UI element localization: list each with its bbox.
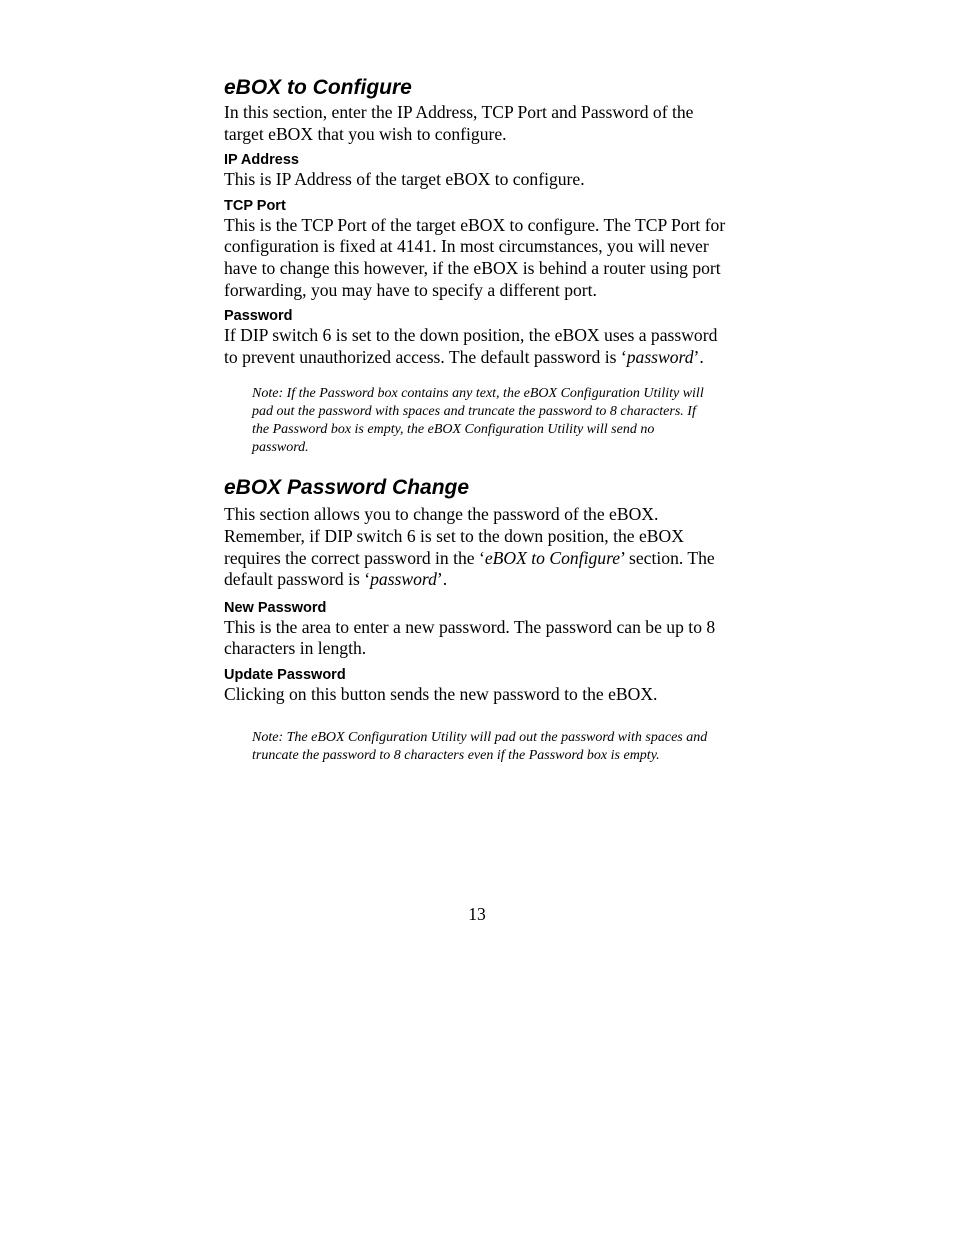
document-page (224, 74, 734, 765)
ebox-to-configure-intro: In this section, enter the IP Address, TCP Port and Password of the target eBOX that you wish to configure. (224, 102, 694, 144)
ebox-password-change-note: Note: The eBOX Configuration Utility will pad out the password with spaces and truncate the password to 8 characters even if the Password box is empty. (252, 729, 708, 763)
section-title-ebox-password-change: eBOX Password Change (224, 476, 470, 500)
password-text-before: If DIP switch 6 is set to the down position, the eBOX uses a password to prevent unauthorized access. The default password is ‘ (224, 325, 718, 367)
tcp-port-heading: TCP Port (224, 197, 286, 214)
ebox-to-configure-note: Note: If the Password box contains any text, the eBOX Configuration Utility will pad out the password with spaces and truncate the password to 8 characters. If the Password box is empty, the eBOX Configuration Utility will send no password. (252, 386, 704, 456)
password-text (224, 325, 734, 368)
password-change-intro-italic1: eBOX to Configure (484, 547, 621, 568)
tcp-port-text: This is the TCP Port of the target eBOX to configure. The TCP Port for configuration is fixed at 4141. In most circumstances, you will never have to change this however, if the eBOX is behind a router using port forwarding, you may have to specify a different port. (224, 214, 726, 300)
password-heading: Password (224, 308, 293, 325)
password-change-intro-part1: This section allows you to change the password of the eBOX. Remember, if DIP switch 6 is set to the down position, the eBOX requires the correct password in the ‘ (224, 504, 684, 568)
section-title-ebox-to-configure: eBOX to Configure (224, 76, 412, 99)
password-change-intro-part2: ’ section. The default password is ‘ (224, 547, 715, 590)
ip-address-text: This is IP Address of the target eBOX to configure. (224, 169, 585, 190)
update-password-heading: Update Password (224, 666, 346, 683)
ebox-password-change-intro (224, 504, 734, 590)
password-change-intro-italic2: password (370, 569, 437, 590)
password-text-italic: password (626, 346, 694, 367)
new-password-heading: New Password (224, 599, 327, 616)
ip-address-heading: IP Address (224, 152, 299, 169)
update-password-text: Clicking on this button sends the new password to the eBOX. (224, 683, 658, 704)
password-change-intro-part3: ’. (436, 569, 448, 590)
new-password-text: This is the area to enter a new password. The password can be up to 8 characters in length. (224, 616, 716, 659)
password-text-after: ’. (693, 346, 704, 367)
page-number: 13 (468, 904, 486, 924)
